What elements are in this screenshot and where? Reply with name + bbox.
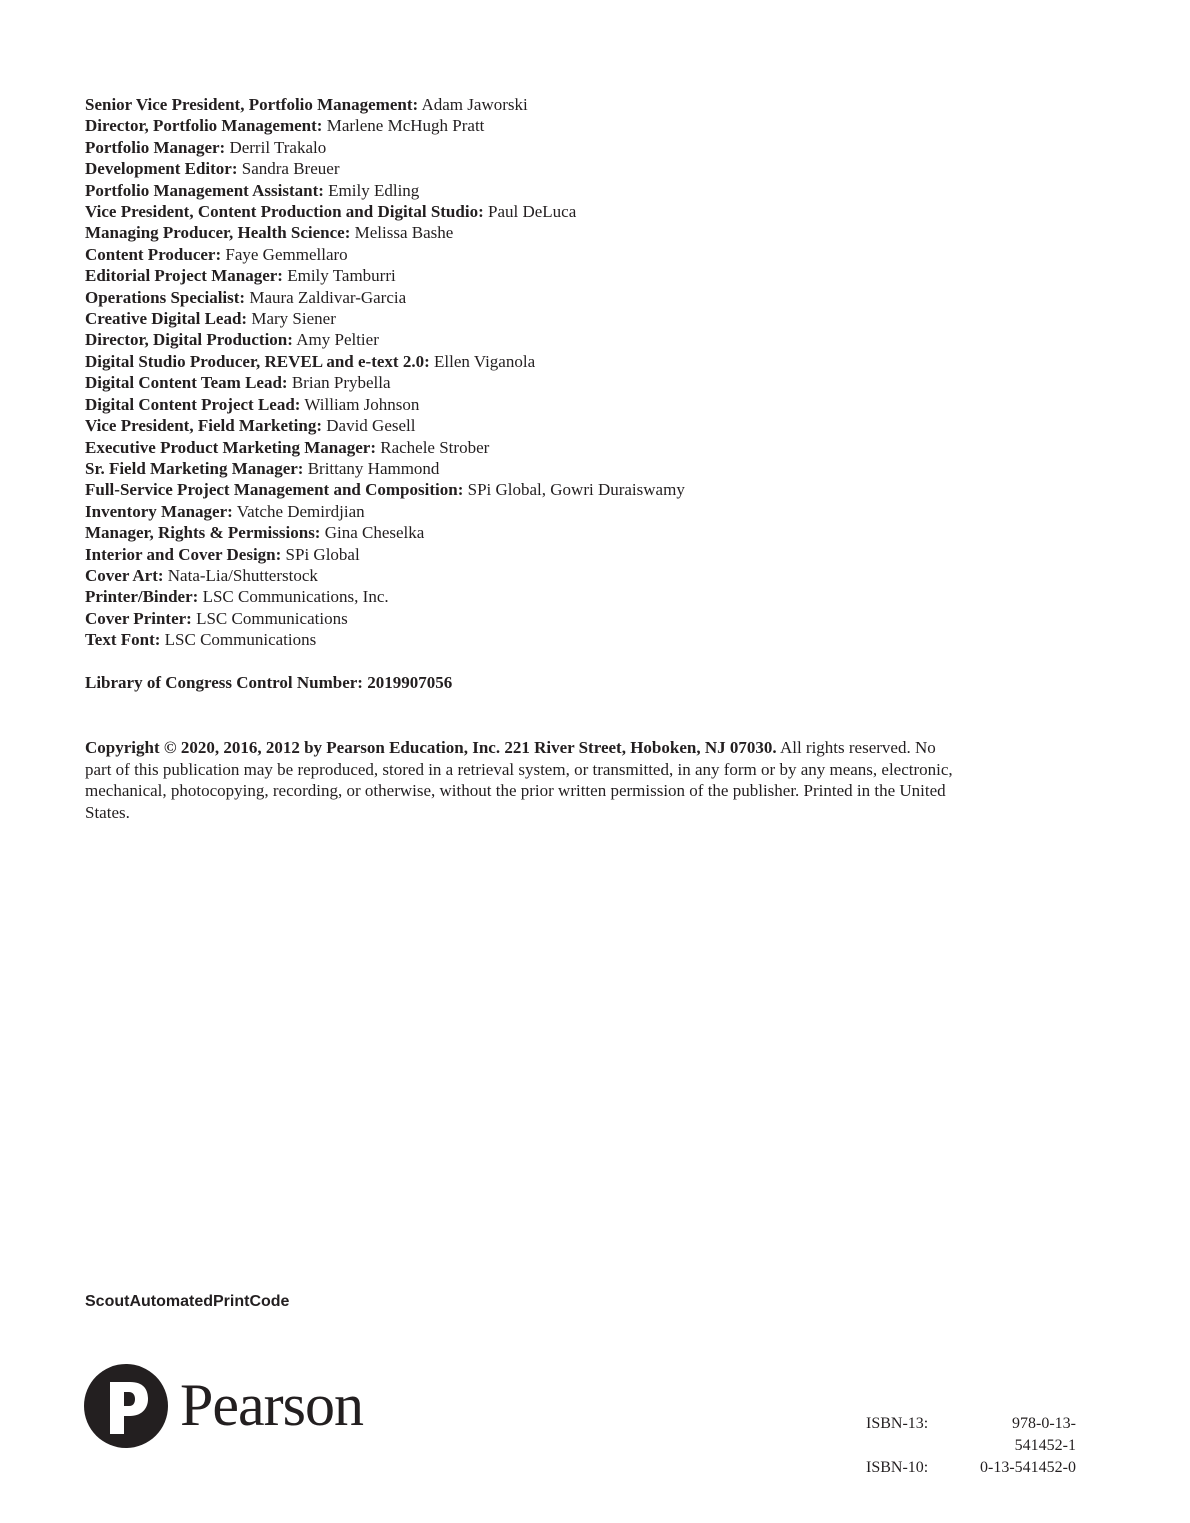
credit-line	[85, 158, 985, 179]
credit-line	[85, 544, 985, 565]
credit-line	[85, 437, 985, 458]
credit-role: Executive Product Marketing Manager:	[85, 437, 376, 457]
credit-name: Nata-Lia/Shutterstock	[167, 565, 318, 585]
credit-line	[85, 115, 985, 136]
credit-line	[85, 329, 985, 350]
credit-line	[85, 629, 985, 650]
credit-role: Senior Vice President, Portfolio Management:	[85, 95, 419, 114]
credit-role: Digital Studio Producer, REVEL and e-text 2.0:	[85, 351, 430, 371]
credit-role: Digital Content Project Lead:	[85, 394, 301, 414]
credit-line	[85, 351, 985, 372]
pearson-logo-icon	[84, 1360, 168, 1452]
copyright-notice	[85, 737, 965, 823]
credit-role: Printer/Binder:	[85, 587, 199, 607]
credit-name: Paul DeLuca	[487, 202, 577, 222]
credit-line	[85, 522, 985, 543]
credit-line	[85, 201, 985, 222]
credit-role: Text Font:	[85, 630, 161, 650]
credit-line	[85, 244, 985, 265]
credits-list	[85, 94, 985, 651]
isbn-10-value: 0-13-541452-0	[980, 1459, 1076, 1476]
credit-role: Portfolio Management Assistant:	[85, 180, 324, 200]
credit-role: Director, Digital Production:	[85, 330, 293, 350]
credit-line	[85, 308, 985, 329]
credit-name: LSC Communications	[164, 630, 317, 650]
credit-name: David Gesell	[326, 416, 416, 436]
credit-line	[85, 501, 985, 522]
copyright-statement: Copyright © 2020, 2016, 2012 by Pearson Education, Inc. 221 River Street, Hoboken, NJ 07030.	[85, 738, 777, 757]
credit-name: SPi Global, Gowri Duraiswamy	[467, 480, 685, 500]
credit-name: Adam Jaworski	[421, 95, 528, 114]
credit-line	[85, 586, 985, 607]
credit-name: LSC Communications, Inc.	[202, 587, 389, 607]
credit-line	[85, 394, 985, 415]
credit-name: Melissa Bashe	[354, 223, 454, 243]
credit-role: Director, Portfolio Management:	[85, 116, 323, 136]
credit-line	[85, 180, 985, 201]
credit-line	[85, 479, 985, 500]
credit-role: Vice President, Field Marketing:	[85, 416, 323, 436]
isbn-13-row	[866, 1413, 1076, 1457]
credit-name: Brittany Hammond	[307, 458, 440, 478]
credit-role: Full-Service Project Management and Composition:	[85, 480, 464, 500]
print-code: ScoutAutomatedPrintCode	[85, 1293, 290, 1310]
credit-name: Gina Cheselka	[324, 523, 425, 543]
credit-name: Faye Gemmellaro	[225, 244, 348, 264]
credit-name: Emily Edling	[328, 180, 420, 200]
credit-name: Emily Tamburri	[287, 266, 396, 286]
credit-name: William Johnson	[304, 394, 420, 414]
credit-role: Managing Producer, Health Science:	[85, 223, 351, 243]
credit-line	[85, 265, 985, 286]
credit-name: Brian Prybella	[291, 373, 391, 393]
pearson-logo	[84, 1360, 404, 1454]
credit-line	[85, 137, 985, 158]
credit-role: Portfolio Manager:	[85, 137, 226, 157]
credit-line	[85, 608, 985, 629]
credit-role: Creative Digital Lead:	[85, 309, 248, 329]
credit-role: Sr. Field Marketing Manager:	[85, 458, 304, 478]
credit-line	[85, 565, 985, 586]
credit-role: Vice President, Content Production and Digital Studio:	[85, 202, 484, 222]
isbn-13-label: ISBN-13:	[866, 1415, 929, 1432]
pearson-wordmark: Pearson	[180, 1372, 363, 1438]
isbn-block	[866, 1413, 1076, 1479]
credit-name: Derril Trakalo	[229, 137, 327, 157]
credit-role: Interior and Cover Design:	[85, 544, 282, 564]
library-of-congress-number: Library of Congress Control Number: 2019907056	[85, 673, 453, 692]
credit-name: Amy Peltier	[296, 330, 379, 350]
credit-line	[85, 94, 985, 115]
credit-name: Maura Zaldivar-Garcia	[249, 287, 407, 307]
credit-name: Vatche Demirdjian	[236, 501, 365, 521]
credit-name: Mary Siener	[251, 309, 336, 329]
credit-line	[85, 287, 985, 308]
credit-role: Cover Art:	[85, 565, 164, 585]
credit-role: Cover Printer:	[85, 608, 192, 628]
isbn-10-label: ISBN-10:	[866, 1459, 929, 1476]
credit-name: Sandra Breuer	[241, 159, 340, 179]
credit-name: Marlene McHugh Pratt	[326, 116, 485, 136]
isbn-13-value: 978-0-13-541452-1	[1012, 1415, 1076, 1454]
credit-role: Editorial Project Manager:	[85, 266, 283, 286]
copyright-body: All rights reserved. No part of this publication may be reproduced, stored in a retrieval system, or transmitted, in any form or by any means, electronic, mechanical, photocopying, recording, or otherwise, without the prior written permission of the publisher. Printed in the United States.	[85, 738, 953, 822]
credit-line	[85, 458, 985, 479]
credit-role: Operations Specialist:	[85, 287, 246, 307]
credit-role: Digital Content Team Lead:	[85, 373, 288, 393]
credit-line	[85, 415, 985, 436]
credit-name: Ellen Viganola	[434, 351, 536, 371]
credit-role: Inventory Manager:	[85, 501, 233, 521]
isbn-10-row	[866, 1457, 1076, 1479]
credit-name: LSC Communications	[196, 608, 348, 628]
credit-line	[85, 222, 985, 243]
credit-name: SPi Global	[285, 544, 360, 564]
credit-line	[85, 372, 985, 393]
credit-role: Manager, Rights & Permissions:	[85, 523, 321, 543]
credit-role: Development Editor:	[85, 159, 238, 179]
credit-name: Rachele Strober	[380, 437, 490, 457]
credit-role: Content Producer:	[85, 244, 222, 264]
